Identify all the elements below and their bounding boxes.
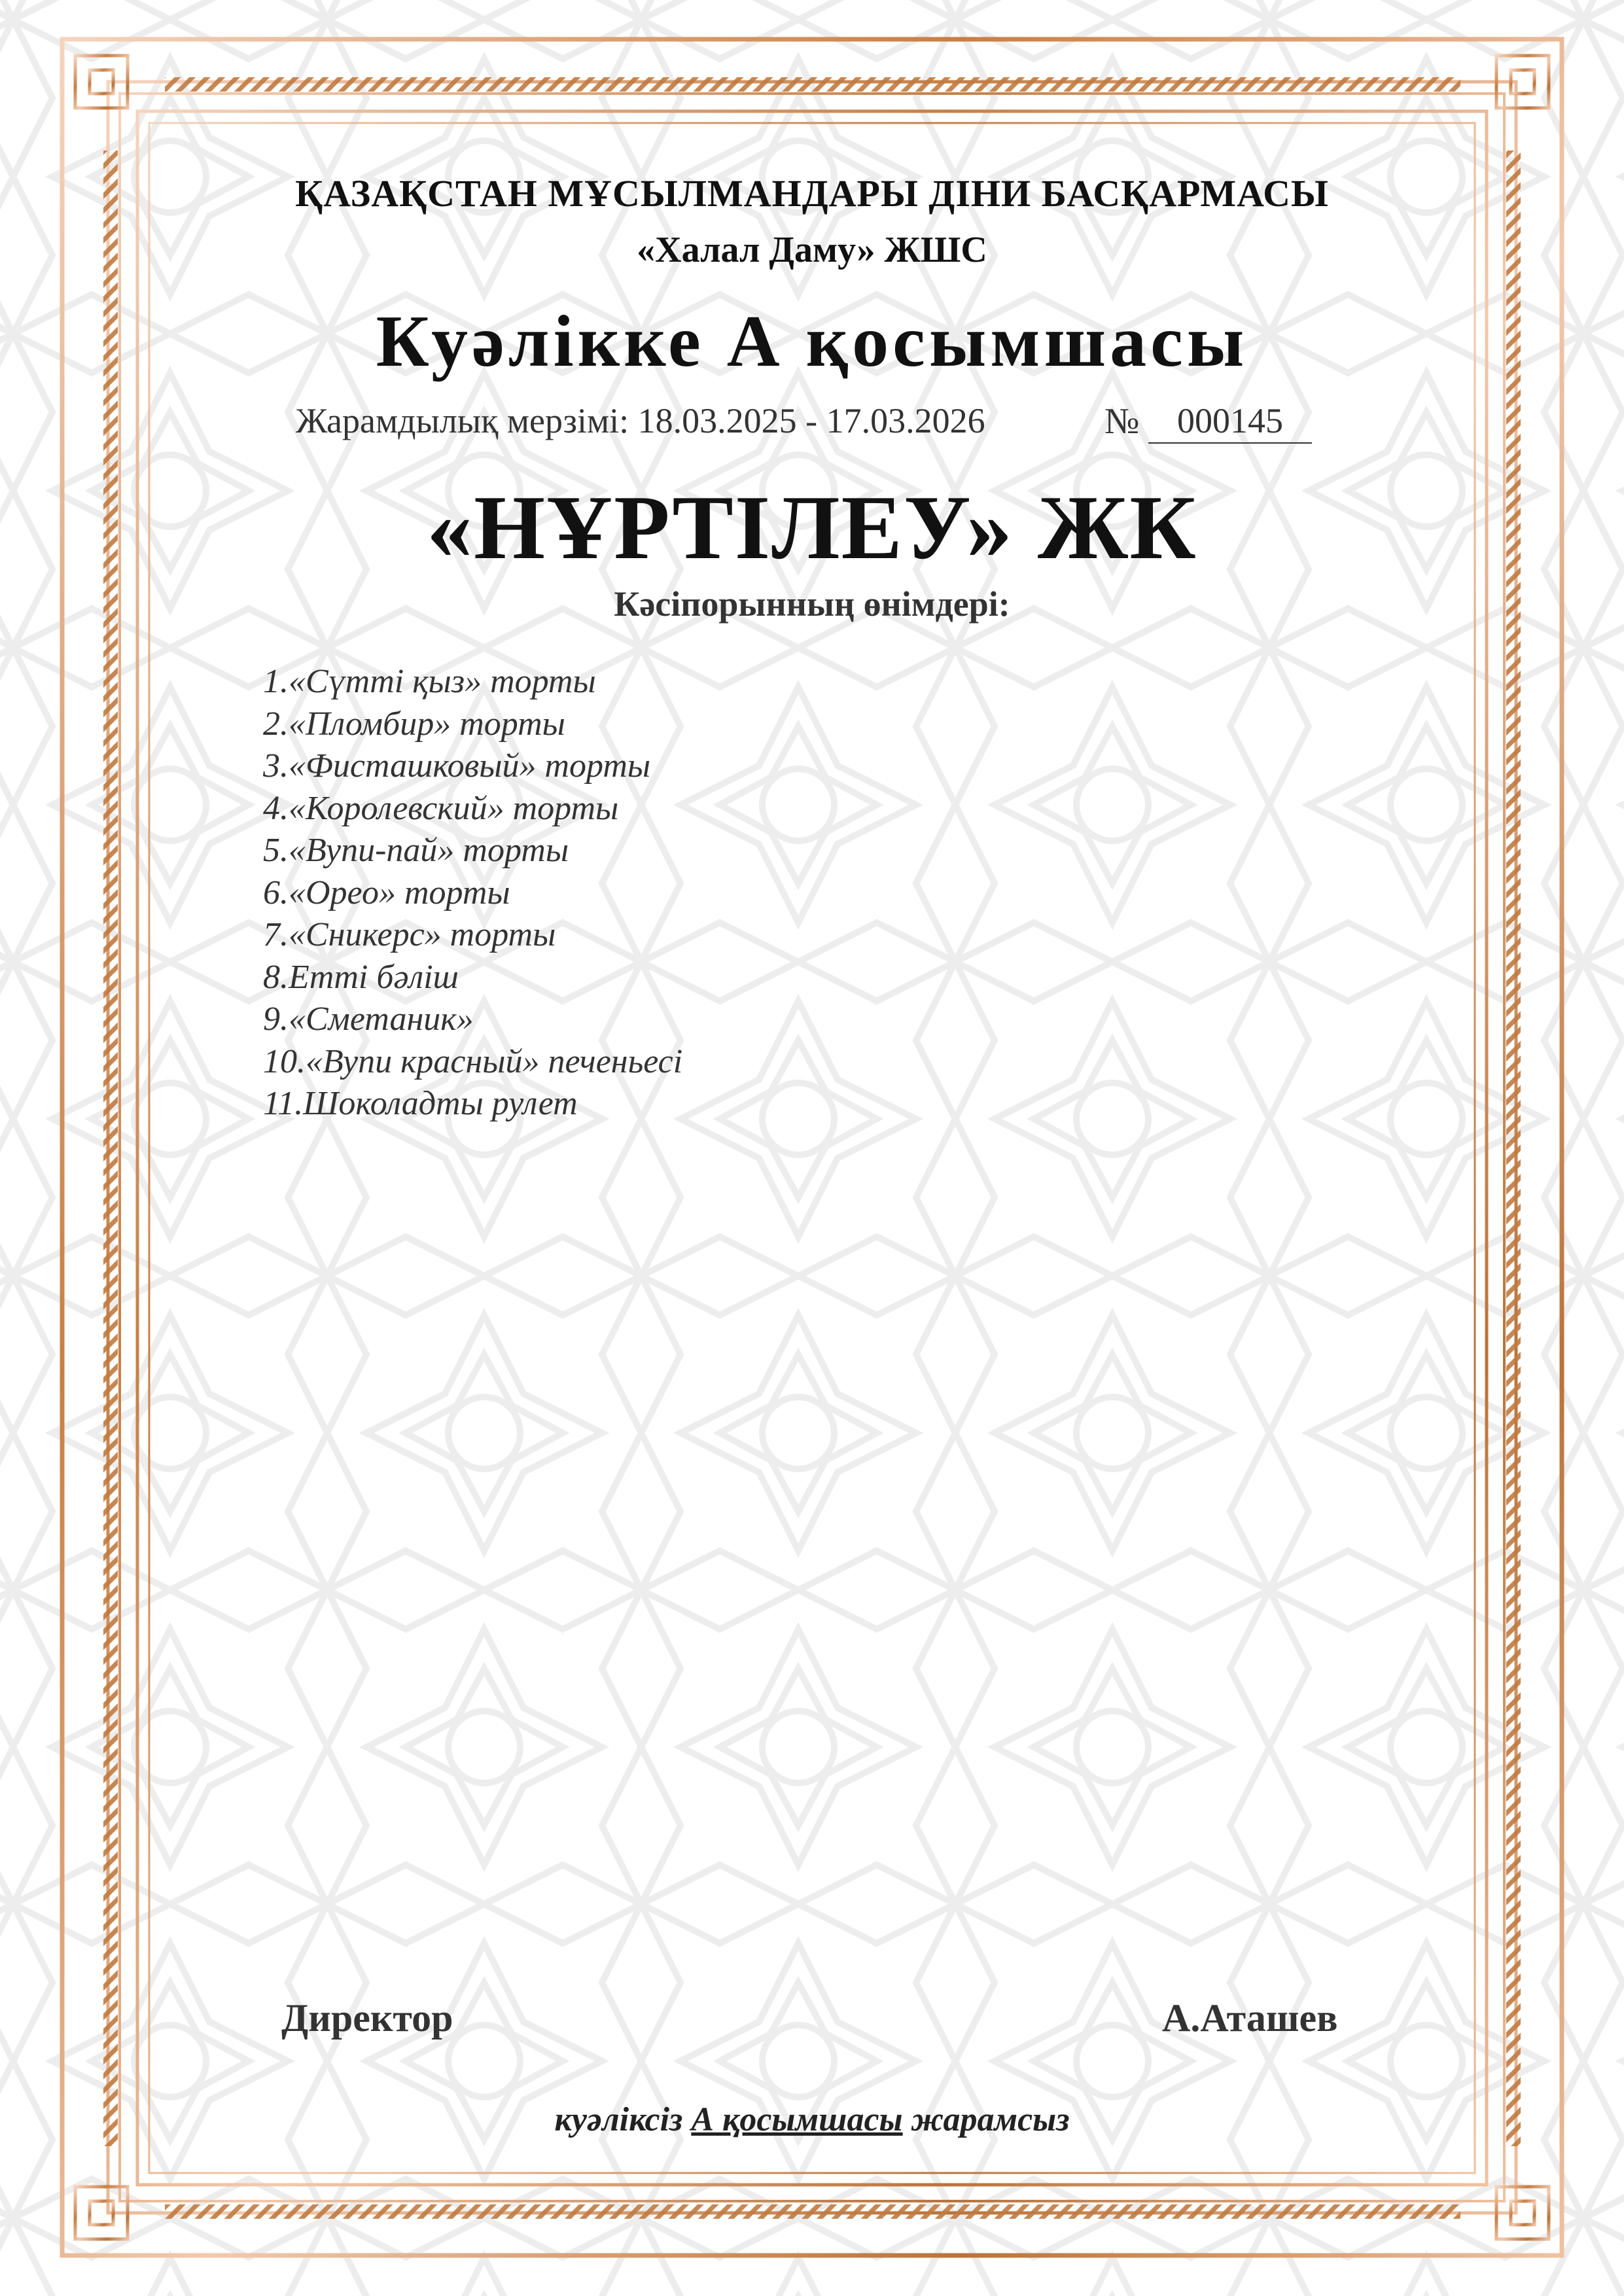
footer-note-end: жарамсыз xyxy=(911,2101,1070,2138)
document-number: 000145 xyxy=(1148,400,1312,444)
signer-title: Директор xyxy=(281,1996,453,2040)
list-item: 7.«Сникерс» торты xyxy=(263,916,556,953)
organization-name: ҚАЗАҚСТАН МҰСЫЛМАНДАРЫ ДІНИ БАСҚАРМАСЫ xyxy=(295,172,1329,215)
company-name: «НҰРТІЛЕУ» ЖК xyxy=(427,477,1197,578)
list-item: 10.«Вупи красный» печеньесі xyxy=(263,1042,683,1080)
list-item: 2.«Пломбир» торты xyxy=(263,705,565,743)
footer-note-underlined: А қосымшасы xyxy=(691,2101,903,2138)
list-item: 6.«Орео» торты xyxy=(263,874,510,911)
list-item: 5.«Вупи-пай» торты xyxy=(263,832,569,869)
footer-note xyxy=(0,2100,1624,2139)
number-sign: № xyxy=(1104,401,1140,442)
footer-note-start: куәліксіз xyxy=(554,2101,683,2138)
list-item: 4.«Королевский» торты xyxy=(263,789,619,827)
list-item: 11.Шоколадты рулет xyxy=(263,1085,578,1122)
validity-period: Жарамдылық мерзімі: 18.03.2025 - 17.03.2026 xyxy=(296,401,985,440)
products-heading: Кәсіпорынның өнімдері: xyxy=(614,584,1010,624)
document-title: Куәлікке А қосымшасы xyxy=(376,301,1248,382)
list-item: 1.«Сүтті қыз» торты xyxy=(263,663,596,700)
products-list xyxy=(263,661,682,1125)
list-item: 3.«Фисташковый» торты xyxy=(263,747,651,785)
list-item: 8.Етті бәліш xyxy=(263,958,459,996)
signer-name: А.Аташев xyxy=(1162,1996,1338,2040)
organization-subtitle: «Халал Даму» ЖШС xyxy=(637,230,987,270)
list-item: 9.«Сметаник» xyxy=(263,1000,474,1038)
